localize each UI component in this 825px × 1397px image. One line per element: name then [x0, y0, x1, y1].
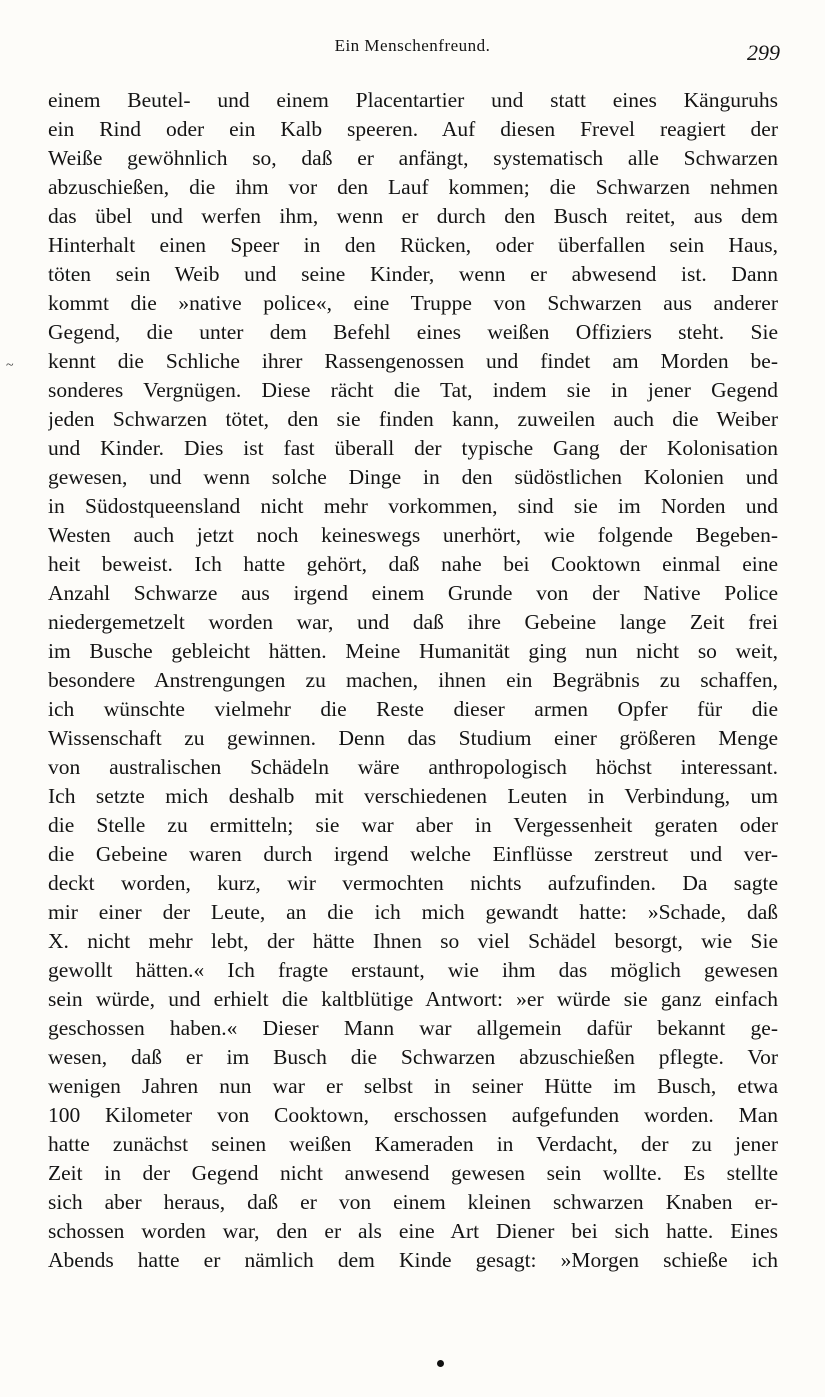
text-line: wesen, daß er im Busch die Schwarzen abzuschießen pflegte. Vor	[48, 1045, 778, 1069]
running-title: Ein Menschenfreund.	[334, 36, 491, 55]
text-line: töten sein Weib und seine Kinder, wenn er abwesend ist. Dann	[48, 262, 778, 286]
text-line: hatte zunächst seinen weißen Kameraden in Verdacht, der zu jener	[48, 1132, 778, 1156]
text-line: Westen auch jetzt noch keineswegs unerhört, wie folgende Begeben-	[48, 523, 778, 547]
text-line: ein Rind oder ein Kalb speeren. Auf diesen Frevel reagiert der	[48, 117, 778, 141]
text-line: gewollt hätten.« Ich fragte erstaunt, wie ihm das möglich gewesen	[48, 958, 778, 982]
text-line: Zeit in der Gegend nicht anwesend gewesen sein wollte. Es stellte	[48, 1161, 778, 1185]
text-line: heit beweist. Ich hatte gehört, daß nahe bei Cooktown einmal eine	[48, 552, 778, 576]
text-line: Abends hatte er nämlich dem Kinde gesagt: »Morgen schieße ich	[48, 1248, 778, 1272]
text-line: Weiße gewöhnlich so, daß er anfängt, systematisch alle Schwarzen	[48, 146, 778, 170]
text-line: mir einer der Leute, an die ich mich gewandt hatte: »Schade, daß	[48, 900, 778, 924]
page-number: 299	[747, 40, 780, 65]
ink-dot	[437, 1360, 444, 1367]
text-line: Ich setzte mich deshalb mit verschiedenen Leuten in Verbindung, um	[48, 784, 778, 808]
text-line: die Gebeine waren durch irgend welche Einflüsse zerstreut und ver-	[48, 842, 778, 866]
text-line: ich wünschte vielmehr die Reste dieser armen Opfer für die	[48, 697, 778, 721]
text-line: sonderes Vergnügen. Diese rächt die Tat, indem sie in jener Gegend	[48, 378, 778, 402]
margin-mark: ~	[6, 358, 14, 373]
text-line: von australischen Schädeln wäre anthropologisch höchst interessant.	[48, 755, 778, 779]
text-line: besondere Anstrengungen zu machen, ihnen ein Begräbnis zu schaffen,	[48, 668, 778, 692]
text-line: 100 Kilometer von Cooktown, erschossen aufgefunden worden. Man	[48, 1103, 778, 1127]
text-line: X. nicht mehr lebt, der hätte Ihnen so viel Schädel besorgt, wie Sie	[48, 929, 778, 953]
text-line: Anzahl Schwarze aus irgend einem Grunde von der Native Police	[48, 581, 778, 605]
text-line: kennt die Schliche ihrer Rassengenossen und findet am Morden be-	[48, 349, 778, 373]
text-line: gewesen, und wenn solche Dinge in den südöstlichen Kolonien und	[48, 465, 778, 489]
text-line: niedergemetzelt worden war, und daß ihre Gebeine lange Zeit frei	[48, 610, 778, 634]
body-text	[48, 86, 778, 1275]
text-line: Gegend, die unter dem Befehl eines weißen Offiziers steht. Sie	[48, 320, 778, 344]
text-line: sich aber heraus, daß er von einem kleinen schwarzen Knaben er-	[48, 1190, 778, 1214]
text-line: deckt worden, kurz, wir vermochten nichts aufzufinden. Da sagte	[48, 871, 778, 895]
text-line: Hinterhalt einen Speer in den Rücken, oder überfallen sein Haus,	[48, 233, 778, 257]
text-line: in Südostqueensland nicht mehr vorkommen, sind sie im Norden und	[48, 494, 778, 518]
text-line: kommt die »native police«, eine Truppe von Schwarzen aus anderer	[48, 291, 778, 315]
text-line: geschossen haben.« Dieser Mann war allgemein dafür bekannt ge-	[48, 1016, 778, 1040]
text-line: und Kinder. Dies ist fast überall der typische Gang der Kolonisation	[48, 436, 778, 460]
text-line: im Busche gebleicht hätten. Meine Humanität ging nun nicht so weit,	[48, 639, 778, 663]
text-line: einem Beutel- und einem Placentartier und statt eines Känguruhs	[48, 88, 778, 112]
text-line: abzuschießen, die ihm vor den Lauf kommen; die Schwarzen nehmen	[48, 175, 778, 199]
text-line: schossen worden war, den er als eine Art Diener bei sich hatte. Eines	[48, 1219, 778, 1243]
page-header	[0, 0, 825, 80]
text-line: wenigen Jahren nun war er selbst in seiner Hütte im Busch, etwa	[48, 1074, 778, 1098]
text-line: Wissenschaft zu gewinnen. Denn das Studium einer größeren Menge	[48, 726, 778, 750]
text-line: sein würde, und erhielt die kaltblütige Antwort: »er würde sie ganz einfach	[48, 987, 778, 1011]
text-line: die Stelle zu ermitteln; sie war aber in Vergessenheit geraten oder	[48, 813, 778, 837]
text-line: das übel und werfen ihm, wenn er durch den Busch reitet, aus dem	[48, 204, 778, 228]
text-line: jeden Schwarzen tötet, den sie finden kann, zuweilen auch die Weiber	[48, 407, 778, 431]
